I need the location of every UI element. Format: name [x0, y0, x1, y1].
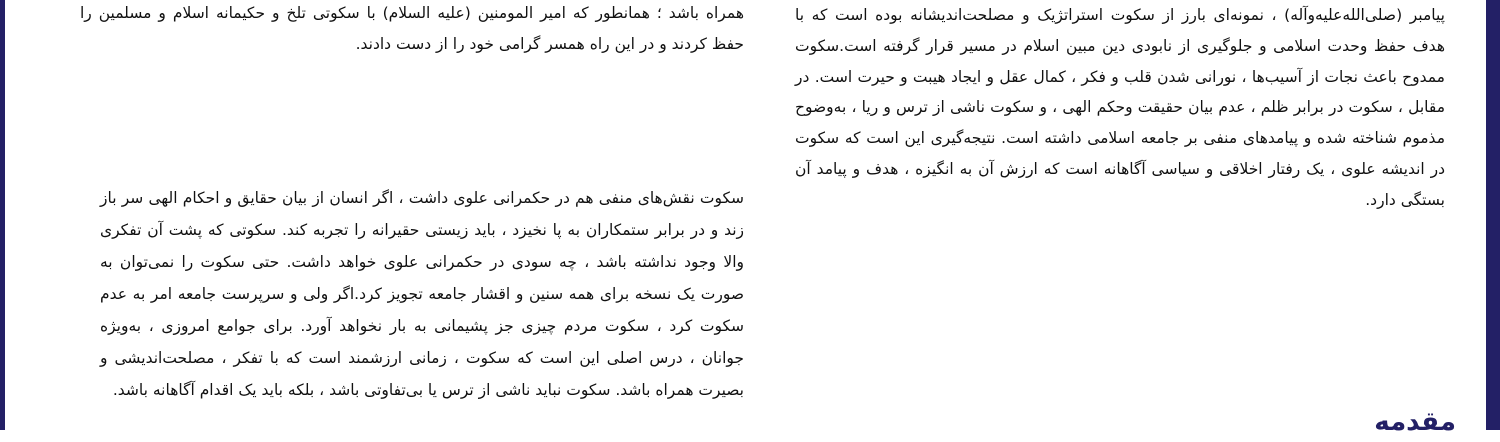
left-column-top-paragraph: همراه باشد ؛ همانطور که امیر المومنین (علیه السلام) با سکوتی تلخ و حکیمانه اسلام و مسلمین را حفظ کردند و در این راه همسر گرامی خود را از دست دادند.: [80, 4, 744, 53]
page-border-left: [0, 0, 5, 430]
right-column-paragraph: پیامبر (صلی‌الله‌علیه‌وآله) ، نمونه‌ای بارز از سکوت استراتژیک و مصلحت‌اندیشانه بوده است که با هدف حفظ وحدت اسلامی و جلوگیری از نابودی دین مبین اسلام در مسیر قرار گرفته است.سکوت ممدوح باعث نجات از آسیب‌ها ، نورانی شدن قلب و فکر ، کمال عقل و ایجاد هیبت و حیرت است. در مقابل ، سکوت در برابر ظلم ، عدم بیان حقیقت وحکم الهی ، و سکوت ناشی از ترس و ریا ، به‌وضوح مذموم شناخته شده و پیامدهای منفی بر جامعه اسلامی داشته است. نتیجه‌گیری این است که سکوت در اندیشه علوی ، یک رفتار اخلاقی و سیاسی آگاهانه است که ارزش آن به انگیزه ، هدف و پیامد آن بستگی دارد.: [795, 6, 1445, 209]
section-heading-introduction: مقدمه: [1374, 407, 1456, 437]
left-column-body-paragraph: سکوت نقش‌های منفی هم در حکمرانی علوی داشت ، اگر انسان از بیان حقایق و احکام الهی سر باز زند و در برابر ستمکاران به پا نخیزد ، باید زیستی حقیرانه را تجربه کند. سکوتی که پشت آن تفکری والا وجود نداشته باشد ، چه سودی در حکمرانی علوی خواهد داشت. حتی سکوت را نمی‌توان به صورت یک نسخه برای همه سنین و اقشار جامعه تجویز کرد.اگر ولی و سرپرست جامعه امر به عدم سکوت کرد ، سکوت مردم چیزی جز پشیمانی به بار نخواهد آورد. برای جوامع امروزی ، به‌ویژه جوانان ، درس اصلی این است که سکوت ، زمانی ارزشمند است که با تفکر ، مصلحت‌اندیشی و بصیرت همراه باشد. سکوت نباید ناشی از ترس یا بی‌تفاوتی باشد ، بلکه باید یک اقدام آگاهانه باشد.: [100, 189, 744, 399]
page-border-right: [1486, 0, 1500, 430]
